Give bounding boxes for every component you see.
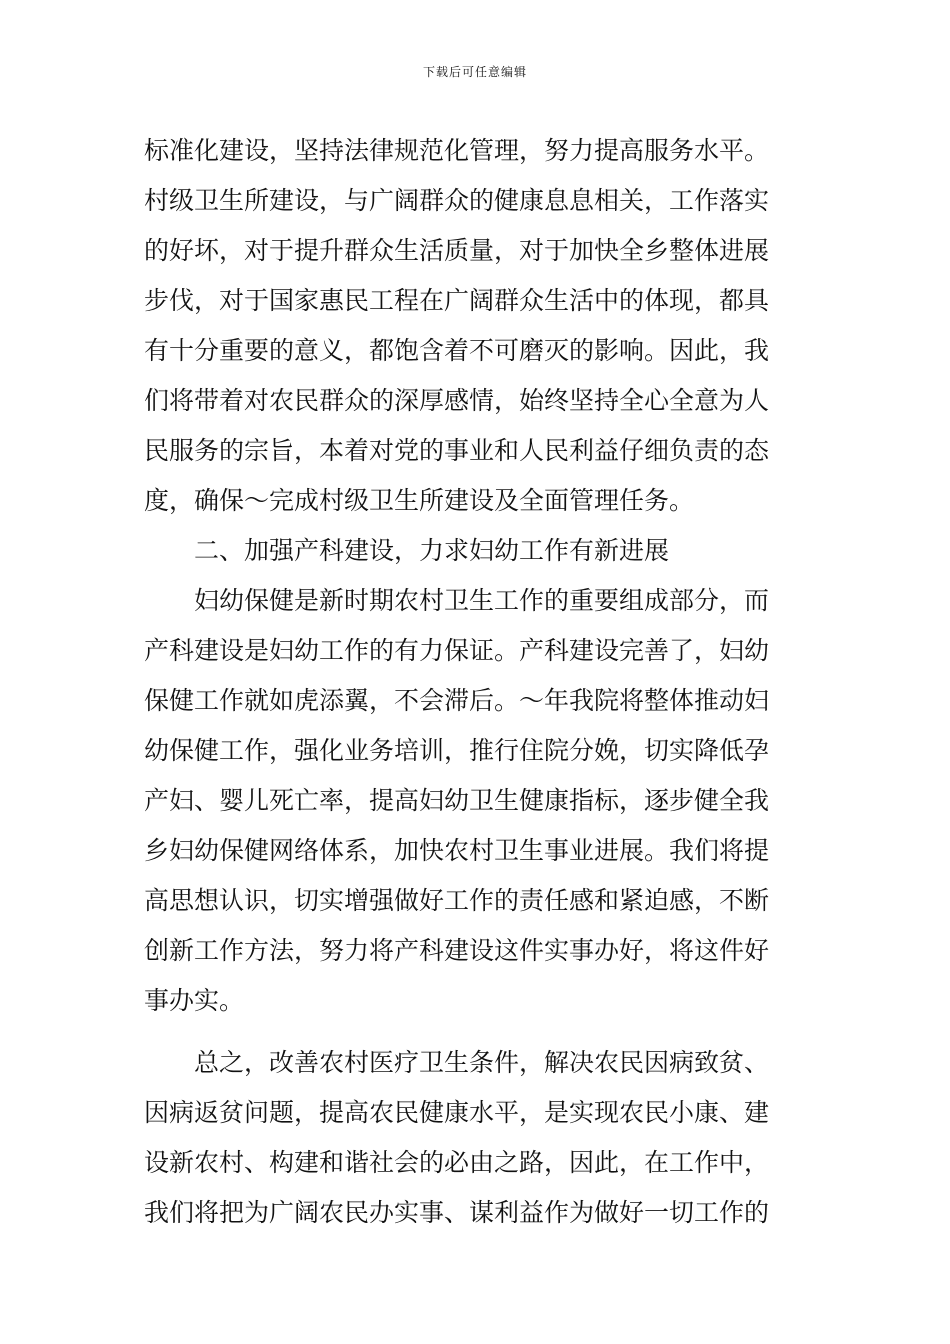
- text-line: 村级卫生所建设，与广阔群众的健康息息相关，工作落实: [144, 186, 770, 215]
- text-line: 度，确保～完成村级卫生所建设及全面管理任务。: [144, 486, 695, 515]
- section-heading: [144, 526, 809, 576]
- text-line: 有十分重要的意义，都饱含着不可磨灭的影响。因此，我: [144, 336, 770, 365]
- paragraph-3: [144, 1038, 809, 1238]
- text-line: 的好坏，对于提升群众生活质量，对于加快全乡整体进展: [144, 236, 770, 265]
- text-line: 步伐，对于国家惠民工程在广阔群众生活中的体现，都具: [144, 286, 770, 315]
- text-line: 们将带着对农民群众的深厚感情，始终坚持全心全意为人: [144, 386, 770, 415]
- text-line: 标准化建设，坚持法律规范化管理，努力提高服务水平。: [144, 136, 770, 165]
- text-line: 保健工作就如虎添翼，不会滞后。～年我院将整体推动妇: [144, 686, 770, 715]
- text-line: 产科建设是妇幼工作的有力保证。产科建设完善了，妇幼: [144, 636, 770, 665]
- paragraph-2: [144, 576, 809, 1026]
- text-line: 乡妇幼保健网络体系，加快农村卫生事业进展。我们将提: [144, 836, 770, 865]
- text-line: 我们将把为广阔农民办实事、谋利益作为做好一切工作的: [144, 1198, 770, 1227]
- text-line: 高思想认识，切实增强做好工作的责任感和紧迫感，不断: [144, 886, 770, 915]
- text-line: 民服务的宗旨，本着对党的事业和人民利益仔细负责的态: [144, 436, 770, 465]
- text-line: 设新农村、构建和谐社会的必由之路，因此，在工作中，: [144, 1148, 770, 1177]
- heading-line: 二、加强产科建设，力求妇幼工作有新进展: [194, 536, 670, 565]
- text-line: 事办实。: [144, 986, 245, 1015]
- text-line: 因病返贫问题，提高农民健康水平，是实现农民小康、建: [144, 1098, 770, 1127]
- page-header: 下载后可任意编辑: [422, 65, 527, 79]
- text-line: 总之，改善农村医疗卫生条件，解决农民因病致贫、: [194, 1048, 770, 1077]
- document-body: [144, 126, 809, 1238]
- text-line: 创新工作方法，努力将产科建设这件实事办好，将这件好: [144, 936, 770, 965]
- paragraph-1: [144, 126, 809, 526]
- text-line: 幼保健工作，强化业务培训，推行住院分娩，切实降低孕: [144, 736, 770, 765]
- text-line: 产妇、婴儿死亡率，提高妇幼卫生健康指标，逐步健全我: [144, 786, 770, 815]
- text-line: 妇幼保健是新时期农村卫生工作的重要组成部分，而: [194, 586, 770, 615]
